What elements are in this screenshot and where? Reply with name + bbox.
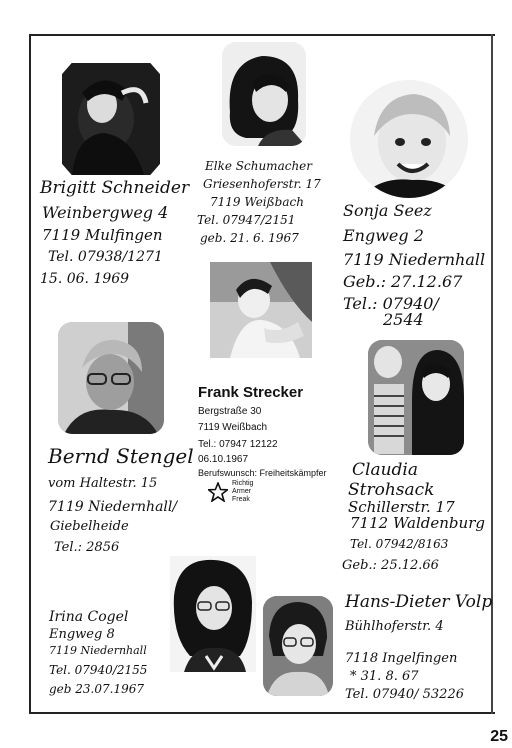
- hans-street: Bühlhoferstr. 4: [345, 619, 444, 634]
- page-frame-right: [491, 34, 493, 714]
- bernd-phone: Tel.: 2856: [54, 540, 120, 555]
- irina-phone: Tel. 07940/2155: [49, 663, 148, 677]
- photo-frank: [210, 262, 312, 358]
- elke-birthdate: geb. 21. 6. 1967: [200, 231, 299, 245]
- portrait-irina-image: [170, 556, 256, 672]
- sonja-street: Engweg 2: [343, 226, 424, 245]
- elke-street: Griesenhoferstr. 17: [203, 177, 321, 191]
- elke-phone: Tel. 07947/2151: [197, 213, 296, 227]
- portrait-frank-image: [210, 262, 312, 358]
- photo-irina: [170, 556, 256, 672]
- frank-street: Bergstraße 30: [198, 406, 262, 417]
- brigitte-street: Weinbergweg 4: [42, 203, 169, 222]
- frank-raf-badge: [208, 480, 268, 508]
- portrait-elke-image: [222, 42, 306, 146]
- sonja-phone: Tel.: 07940/: [343, 294, 439, 313]
- brigitte-phone: Tel. 07938/1271: [48, 249, 163, 265]
- photo-bernd: [58, 322, 164, 434]
- hans-phone: Tel. 07940/ 53226: [345, 687, 464, 702]
- photo-elke: [222, 42, 306, 146]
- portrait-sonja-image: [350, 80, 468, 198]
- frank-name: Frank Strecker: [198, 384, 304, 401]
- bernd-street: vom Haltestr. 15: [48, 476, 158, 491]
- claudia-last-name: Strohsack: [348, 480, 435, 500]
- irina-name: Irina Cogel: [49, 609, 129, 625]
- frank-badge-line2: Armer: [232, 488, 252, 495]
- brigitte-name: Brigitt Schneider: [40, 178, 190, 198]
- claudia-street: Schillerstr. 17: [348, 498, 455, 516]
- frank-birthdate: 06.10.1967: [198, 454, 249, 465]
- brigitte-city: 7119 Mulfingen: [42, 226, 163, 244]
- claudia-first-name: Claudia: [352, 460, 418, 480]
- bernd-name: Bernd Stengel: [48, 444, 194, 468]
- frank-badge-line3: Freak: [232, 496, 250, 503]
- claudia-birthdate: Geb.: 25.12.66: [342, 558, 439, 573]
- portrait-claudia-image: [368, 340, 464, 455]
- photo-claudia: [368, 340, 464, 455]
- hans-name: Hans-Dieter Volp: [345, 592, 493, 612]
- sonja-birthdate: Geb.: 27.12.67: [343, 272, 463, 291]
- bernd-district: Giebelheide: [50, 519, 129, 534]
- sonja-name: Sonja Seez: [343, 201, 432, 220]
- sonja-city: 7119 Niedernhall: [343, 250, 486, 269]
- page-number: 25: [490, 728, 508, 745]
- photo-brigitte: [62, 63, 160, 175]
- hans-birthdate: * 31. 8. 67: [350, 669, 419, 684]
- elke-city: 7119 Weißbach: [210, 195, 304, 209]
- frank-career-wish: Berufswunsch: Freiheitskämpfer: [198, 468, 327, 478]
- irina-birthdate: geb 23.07.1967: [49, 682, 144, 696]
- star-icon: [208, 482, 228, 502]
- frank-badge-line1: Richtig: [232, 480, 254, 487]
- irina-city: 7119 Niedernhall: [49, 644, 147, 657]
- frank-phone: Tel.: 07947 12122: [198, 439, 278, 450]
- hans-city: 7118 Ingelfingen: [345, 651, 458, 666]
- portrait-bernd-image: [58, 322, 164, 434]
- claudia-city: 7112 Waldenburg: [350, 514, 485, 532]
- photo-sonja: [350, 80, 468, 198]
- frank-city: 7119 Weißbach: [198, 422, 268, 433]
- brigitte-birthdate: 15. 06. 1969: [40, 271, 130, 287]
- irina-street: Engweg 8: [49, 627, 115, 642]
- portrait-brigitte-image: [62, 63, 160, 175]
- photo-hans-dieter: [263, 596, 333, 696]
- portrait-hans-dieter-image: [263, 596, 333, 696]
- elke-name: Elke Schumacher: [205, 159, 313, 173]
- claudia-phone: Tel. 07942/8163: [350, 537, 449, 551]
- sonja-phone-cont: 2544: [383, 310, 424, 329]
- bernd-city: 7119 Niedernhall/: [48, 499, 178, 515]
